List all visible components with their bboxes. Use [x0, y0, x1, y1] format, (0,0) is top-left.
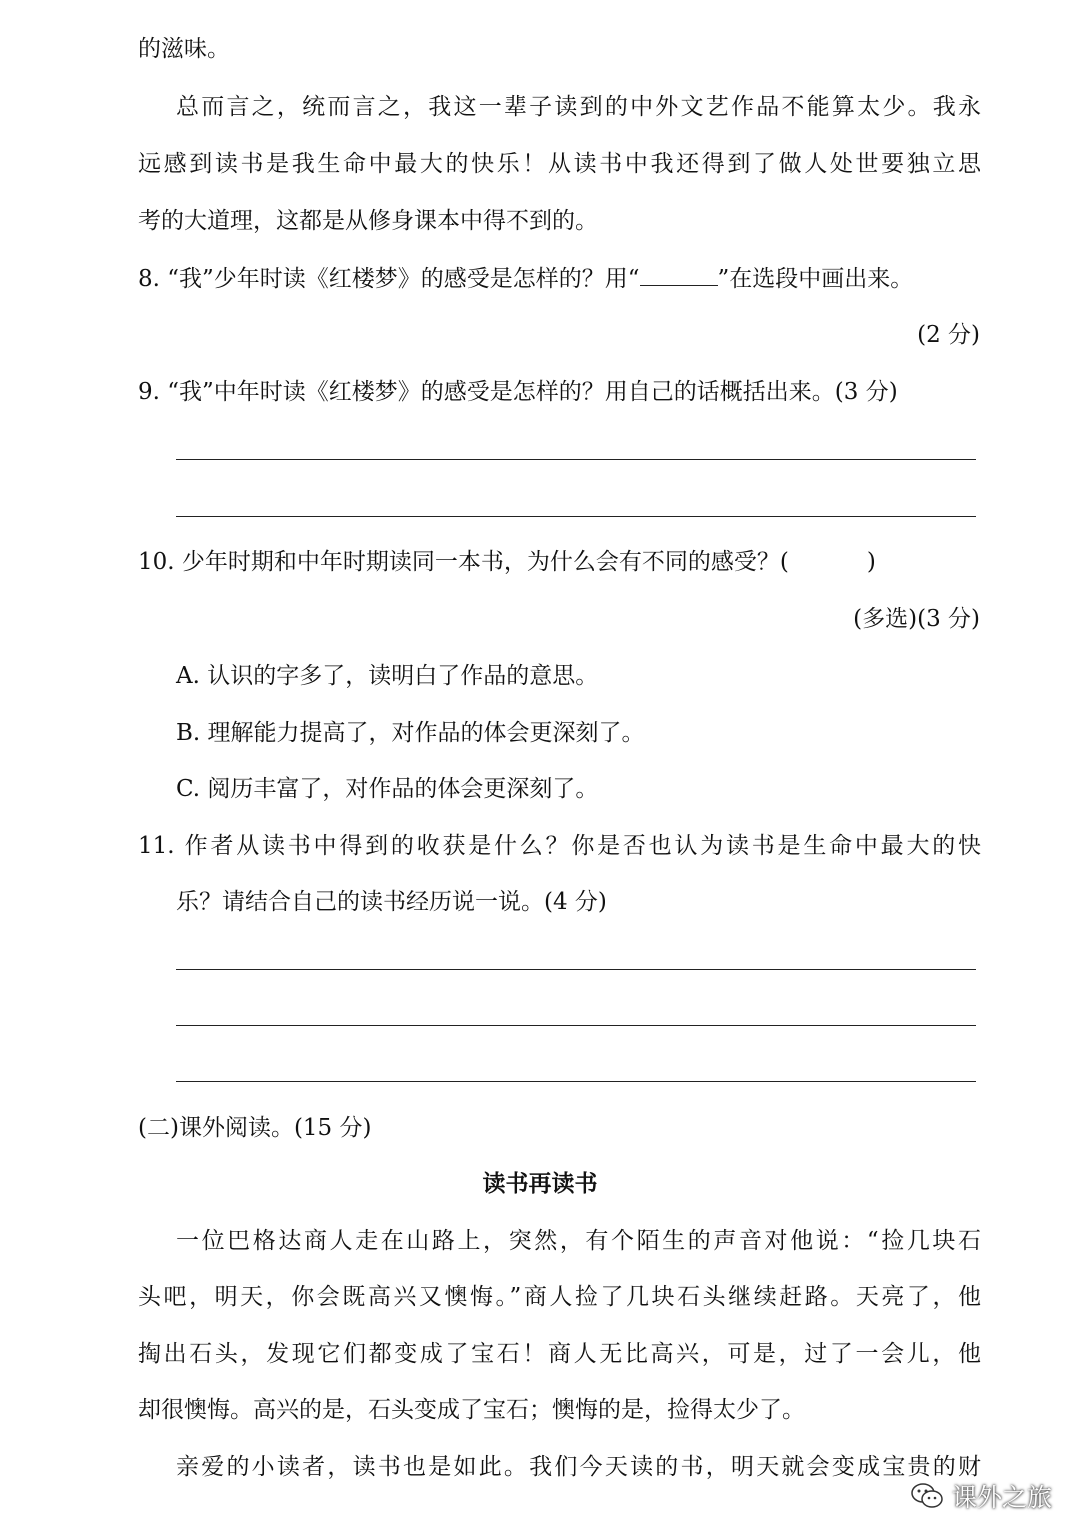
watermark-text: 课外之旅 — [951, 1483, 1052, 1512]
question-10-score: (多选)(3 分) — [853, 606, 980, 632]
story-line: 一位巴格达商人走在山路上，突然，有个陌生的声音对他说：“捡几块石 — [176, 1228, 981, 1254]
watermark — [910, 1478, 1052, 1514]
answer-line[interactable] — [176, 1025, 976, 1026]
passage-line: 远感到读书是我生命中最大的快乐！从读书中我还得到了做人处世要独立思 — [138, 151, 981, 177]
option-a[interactable]: A. 认识的字多了，读明白了作品的意思。 — [176, 663, 599, 689]
option-b[interactable]: B. 理解能力提高了，对作品的体会更深刻了。 — [176, 720, 645, 746]
underline-blank — [640, 263, 718, 286]
question-8-score: (2 分) — [917, 322, 980, 348]
question-8-text-end: ”在选段中画出来。 — [717, 266, 914, 292]
question-10-text: 10. 少年时期和中年时期读同一本书，为什么会有不同的感受？( — [138, 549, 789, 575]
paren-close: ) — [866, 549, 876, 575]
passage-line: 总而言之，统而言之，我这一辈子读到的中外文艺作品不能算太少。我永 — [176, 94, 981, 120]
wechat-icon — [910, 1481, 944, 1511]
question-9: 9. “我”中年时读《红楼梦》的感受是怎样的？用自己的话概括出来。(3 分) — [138, 379, 898, 405]
answer-line[interactable] — [176, 1081, 976, 1082]
story-title: 读书再读书 — [482, 1171, 598, 1197]
answer-line[interactable] — [176, 969, 976, 970]
section-label: (二)课外阅读。(15 分) — [138, 1115, 372, 1141]
story-line: 掏出石头，发现它们都变成了宝石！商人无比高兴，可是，过了一会儿，他 — [138, 1341, 981, 1367]
question-8 — [138, 263, 913, 294]
story-line: 亲爱的小读者，读书也是如此。我们今天读的书，明天就会变成宝贵的财 — [176, 1454, 981, 1480]
passage-line: 考的大道理，这都是从修身课本中得不到的。 — [138, 208, 598, 234]
story-line: 头吧，明天，你会既高兴又懊悔。”商人捡了几块石头继续赶路。天亮了，他 — [138, 1284, 981, 1310]
question-10 — [138, 547, 876, 577]
story-line: 却很懊悔。高兴的是，石头变成了宝石；懊悔的是，捡得太少了。 — [138, 1397, 805, 1423]
answer-line[interactable] — [176, 459, 976, 460]
question-8-text: 8. “我”少年时读《红楼梦》的感受是怎样的？用“ — [138, 266, 640, 292]
passage-line: 的滋味。 — [138, 36, 230, 62]
question-11-cont: 乐？请结合自己的读书经历说一说。(4 分) — [176, 889, 607, 915]
option-c[interactable]: C. 阅历丰富了，对作品的体会更深刻了。 — [176, 776, 599, 802]
question-11: 11. 作者从读书中得到的收获是什么？你是否也认为读书是生命中最大的快 — [138, 833, 981, 859]
answer-line[interactable] — [176, 516, 976, 517]
